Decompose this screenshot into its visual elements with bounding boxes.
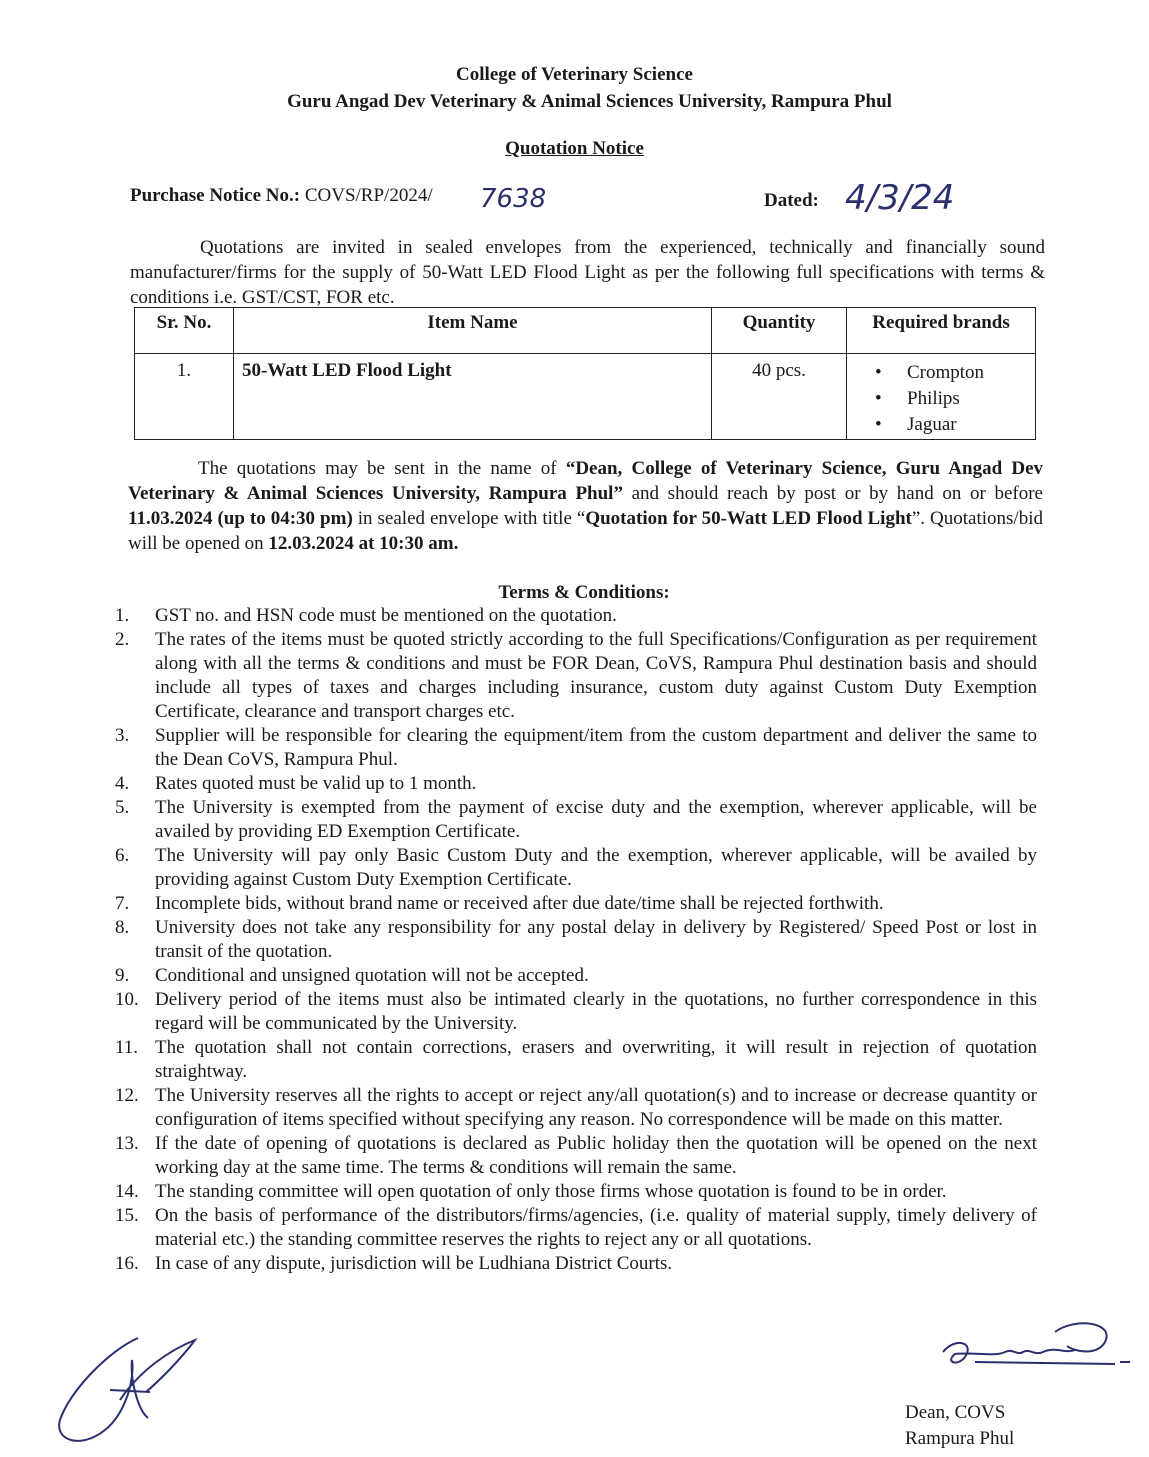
purchase-notice-number: COVS/RP/2024/ [304, 185, 433, 206]
signatory-title: Dean, COVS [905, 1402, 1006, 1423]
term-text: Supplier will be responsible for clearing the equipment/item from the custom department and deliver the same to the Dean CoVS, Rampura Phul. [155, 725, 1037, 770]
term-text: The University will pay only Basic Custom Duty and the exemption, wherever applicable, will be availed by providing against Custom Duty Exemption Certificate. [155, 845, 1037, 890]
cell-required-brands [847, 354, 1036, 440]
header-required-brands: Required brands [847, 308, 1036, 354]
signatory-block [905, 1400, 1014, 1452]
term-text: The rates of the items must be quoted strictly according to the full Specifications/Configuration as per requirement along with all the terms & conditions and must be FOR Dean, CoVS, Rampura Phul destination basis and should include all types of taxes and charges including insurance, custom duty against Custom Duty Exemption Certificate, clearance and transport charges etc. [155, 629, 1037, 722]
brand-item: • Jaguar [875, 412, 1034, 438]
term-text: GST no. and HSN code must be mentioned on the quotation. [155, 605, 617, 626]
submission-deadline: 11.03.2024 (up to 04:30 pm) [128, 508, 353, 529]
initials-signature [50, 1330, 220, 1455]
submission-text: The quotations may be sent in the name of [198, 458, 566, 479]
term-item [115, 1204, 1037, 1252]
cell-item-name: 50-Watt LED Flood Light [234, 354, 712, 440]
term-item [115, 796, 1037, 844]
term-text: Delivery period of the items must also be intimated clearly in the quotations, no further correspondence in this regard will be communicated by the University. [155, 989, 1037, 1034]
cell-quantity: 40 pcs. [712, 354, 847, 440]
terms-title: Terms & Conditions: [498, 582, 670, 603]
term-number: 3. [115, 725, 130, 746]
term-item [115, 1084, 1037, 1132]
purchase-notice-line [130, 185, 433, 207]
term-item [115, 1252, 1037, 1276]
term-item [115, 844, 1037, 892]
notice-title [0, 138, 1149, 160]
intro-text: Quotations are invited in sealed envelopes from the experienced, technically and financially sound manufacturer/firms for the supply of 50-Watt LED Flood Light as per the following full specifications with terms & conditions i.e. GST/CST, FOR etc. [130, 237, 1045, 308]
term-text: The standing committee will open quotation of only those firms whose quotation is found to be in order. [155, 1181, 947, 1202]
brand-item: • Crompton [875, 360, 1034, 386]
term-number: 10. [115, 989, 139, 1010]
purchase-notice-label: Purchase Notice No.: [130, 185, 301, 206]
term-number: 6. [115, 845, 130, 866]
purchase-notice-handwritten-number: 7638 [480, 184, 547, 214]
term-item [115, 916, 1037, 964]
initials-signature-drawing [50, 1330, 220, 1450]
term-text: The University reserves all the rights to accept or reject any/all quotation(s) and to increase or decrease quantity or configuration of items specified without specifying any reason. No correspondence will be made on this matter. [155, 1085, 1037, 1130]
term-number: 12. [115, 1085, 139, 1106]
term-number: 7. [115, 893, 130, 914]
term-number: 11. [115, 1037, 139, 1058]
submission-opening-date: 12.03.2024 at 10:30 am. [268, 533, 459, 554]
term-number: 14. [115, 1181, 139, 1202]
term-item [115, 988, 1037, 1036]
term-item [115, 628, 1037, 724]
term-item [115, 772, 1037, 796]
college-name: College of Veterinary Science [456, 64, 693, 85]
term-number: 9. [115, 965, 130, 986]
submission-paragraph [128, 456, 1043, 556]
university-name: Guru Angad Dev Veterinary & Animal Sciences University, Rampura Phul [287, 91, 892, 112]
term-item [115, 604, 1037, 628]
term-text: Incomplete bids, without brand name or received after due date/time shall be rejected forthwith. [155, 893, 884, 914]
terms-list [115, 604, 1037, 1276]
submission-text: and should reach by post or by hand on or before [622, 483, 1043, 504]
term-number: 15. [115, 1205, 139, 1226]
dean-signature-drawing [935, 1312, 1145, 1382]
term-number: 1. [115, 605, 130, 626]
term-item [115, 964, 1037, 988]
term-text: University does not take any responsibility for any postal delay in delivery by Registered/ Speed Post or lost in transit of the quotation. [155, 917, 1037, 962]
term-text: Rates quoted must be valid up to 1 month. [155, 773, 477, 794]
cell-sr-no: 1. [135, 354, 234, 440]
items-table [134, 307, 1036, 440]
dated-label: Dated: [764, 190, 819, 211]
brand-item: • Philips [875, 386, 1034, 412]
term-text: In case of any dispute, jurisdiction will be Ludhiana District Courts. [155, 1253, 673, 1274]
submission-text: ”. Quotations/bid will be opened on [128, 508, 1043, 554]
signatory-location: Rampura Phul [905, 1428, 1015, 1449]
term-text: The quotation shall not contain corrections, erasers and overwriting, it will result in rejection of quotation straightway. [155, 1037, 1037, 1082]
term-number: 8. [115, 917, 130, 938]
term-item [115, 1132, 1037, 1180]
submission-envelope-title: Quotation for 50-Watt LED Flood Light [585, 508, 912, 529]
items-table-header [135, 308, 1036, 354]
dean-signature [935, 1312, 1145, 1387]
term-item [115, 724, 1037, 772]
header-item-name: Item Name [234, 308, 712, 354]
brand-list [875, 360, 1034, 438]
term-item [115, 1036, 1037, 1084]
notice-title-text: Quotation Notice [505, 138, 644, 159]
header-quantity: Quantity [712, 308, 847, 354]
term-text: Conditional and unsigned quotation will not be accepted. [155, 965, 589, 986]
table-row [135, 354, 1036, 440]
term-number: 5. [115, 797, 130, 818]
submission-addressee: “Dean, College of Veterinary Science, Guru Angad Dev Veterinary & Animal Sciences University, Rampura Phul” [128, 458, 1043, 504]
term-number: 16. [115, 1253, 139, 1274]
header-sr-no: Sr. No. [135, 308, 234, 354]
term-text: If the date of opening of quotations is declared as Public holiday then the quotation will be opened on the next working day at the same time. The terms & conditions will remain the same. [155, 1133, 1037, 1178]
intro-paragraph [130, 235, 1045, 310]
submission-text: in sealed envelope with title “ [352, 508, 586, 529]
dated-handwritten-value: 4/3/24 [845, 178, 955, 218]
term-text: The University is exempted from the payment of excise duty and the exemption, wherever applicable, will be availed by providing ED Exemption Certificate. [155, 797, 1037, 842]
term-number: 13. [115, 1133, 139, 1154]
term-item [115, 892, 1037, 916]
term-item [115, 1180, 1037, 1204]
term-number: 2. [115, 629, 130, 650]
term-number: 4. [115, 773, 130, 794]
term-text: On the basis of performance of the distributors/firms/agencies, (i.e. quality of material supply, timely delivery of material etc.) the standing committee reserves the rights to reject any or all quotations. [155, 1205, 1037, 1250]
